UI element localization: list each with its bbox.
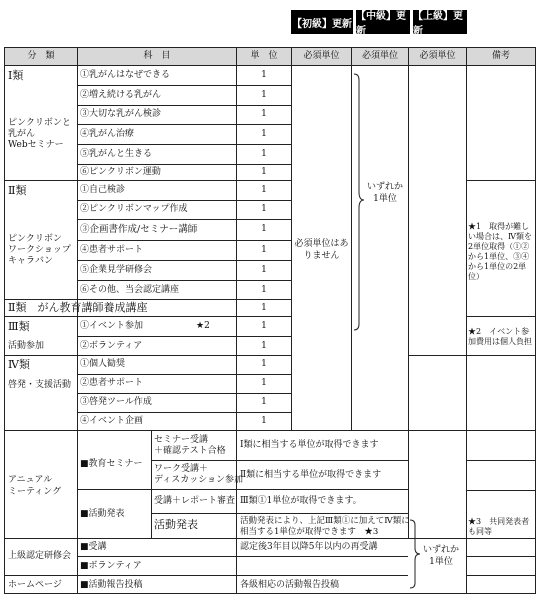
subject-cat2-3: ③企画書作成/セミナー講師 (80, 224, 198, 235)
column-header-category: 分 類 (27, 51, 55, 61)
subject-cat2-2: ②ピンクリボンマップ作成 (80, 204, 188, 214)
advanced-either: いずれか (422, 545, 459, 555)
unit-cat3-1: 1 (261, 321, 267, 331)
category-3-title: Ⅲ類 (8, 320, 30, 333)
column-header-required-advanced: 必須単位 (419, 51, 456, 61)
activity-row4-desc1: 活動発表により、上記Ⅲ類①に加えてⅣ類に (240, 516, 410, 526)
unit-cat4-2: 1 (261, 378, 267, 388)
unit-cat2-6: 1 (261, 285, 267, 295)
unit-cat1-6: 1 (261, 167, 267, 177)
note-3: ★3 共同発表者も同等 (468, 517, 530, 536)
column-header-notes: 備考 (491, 51, 510, 61)
subject-cat2-4: ④患者サポート (80, 245, 144, 255)
subject-cat4-3: ③啓発ツール作成 (80, 397, 152, 407)
activity-row3-desc: Ⅲ類①1単位が取得できます。 (240, 496, 362, 506)
seminar-row1-desc: Ⅰ類に相当する単位が取得できます (240, 440, 379, 450)
intermediate-one-unit: 1単位 (373, 194, 397, 204)
category-2-name-line2: ワークショップ (8, 245, 71, 255)
subject-cat4-1: ①個人勧奨 (80, 359, 126, 369)
unit-cat2-1: 1 (261, 185, 267, 195)
unit-cat2-3: 1 (261, 224, 267, 234)
note-2: ★2 イベント参加費用は個人負担 (468, 327, 532, 346)
advanced-one-unit: 1単位 (429, 557, 453, 567)
column-header-required-intermediate: 必須単位 (361, 51, 398, 61)
subject-cat1-1: ①乳がんはなぜできる (80, 70, 171, 80)
unit-cat4-4: 1 (261, 416, 267, 426)
advanced-training-name: 上級認定研修会 (8, 551, 72, 561)
star2-marker: ★2 (196, 321, 210, 331)
subject-cat4-4: ④イベント企画 (80, 416, 144, 426)
subject-cat1-4: ④乳がん治療 (80, 129, 135, 139)
subject-cat1-2: ②増え続ける乳がん (80, 90, 162, 100)
category-1-name-line3: Webセミナー (8, 140, 64, 150)
unit-cat2b: 1 (261, 303, 267, 313)
unit-cat2-5: 1 (261, 265, 267, 275)
category-2-name-line3: キャラバン (8, 256, 54, 266)
subject-cat4-2: ②患者サポート (80, 378, 144, 388)
category-1-title: Ⅰ類 (8, 69, 24, 82)
unit-cat1-1: 1 (261, 70, 267, 80)
unit-cat2-4: 1 (261, 245, 267, 255)
unit-cat1-3: 1 (261, 109, 267, 119)
category-2-title: Ⅱ類 (8, 184, 27, 197)
category-1-name-line2: 乳がん (8, 129, 36, 139)
unit-cat3-2: 1 (261, 341, 267, 351)
level-basic-header: 【初級】更新 (291, 10, 353, 34)
activity-presentation-label: ■活動発表 (80, 509, 125, 519)
advanced-training-item1: ■受講 (80, 542, 107, 552)
column-header-subject: 科 目 (143, 51, 171, 61)
seminar-row2-desc: Ⅱ類に相当する単位が取得できます (240, 470, 382, 480)
category-2b-title: Ⅱ類 がん教育講師養成講座 (8, 301, 148, 314)
seminar-row2-b: ディスカッション参加 (154, 475, 244, 485)
homepage-desc: 各級相応の活動報告投稿 (240, 580, 340, 590)
column-header-unit: 単 位 (250, 51, 278, 61)
subject-cat1-6: ⑥ピンクリボン運動 (80, 167, 161, 177)
seminar-row1-a: セミナー受講 (154, 435, 209, 445)
level-intermediate-header: 【中級】更新 (356, 10, 410, 34)
category-4-title: Ⅳ類 (8, 358, 30, 371)
category-4-name: 啓発・支援活動 (8, 380, 72, 390)
annual-meeting-line2: ミーティング (8, 487, 62, 497)
seminar-row1-b: ＋確認テスト合格 (154, 446, 226, 456)
subject-cat2-6: ⑥その他、当会認定講座 (80, 285, 180, 295)
subject-cat1-5: ⑤乳がんと生きる (80, 149, 153, 159)
homepage-item: ■活動報告投稿 (80, 580, 143, 590)
unit-cat1-2: 1 (261, 90, 267, 100)
activity-row4-a: 活動発表 (154, 518, 198, 531)
basic-required-none: 必須単位はありません (294, 239, 349, 261)
category-1-name-line1: ピンクリボンと (8, 118, 71, 128)
unit-cat4-1: 1 (261, 359, 267, 369)
unit-cat4-3: 1 (261, 397, 267, 407)
intermediate-either: いずれか (366, 182, 403, 192)
category-2-name-line1: ピンクリボン (8, 234, 62, 244)
subject-cat1-3: ③大切な乳がん検診 (80, 109, 162, 119)
unit-cat1-4: 1 (261, 129, 267, 139)
subject-cat3-2: ②ボランティア (80, 341, 143, 351)
level-advanced-header: 【上級】更新 (413, 10, 467, 34)
note-1: ★1 取得が難しい場合は、Ⅳ類を2単位取得（①②から1単位、③④から1単位の2単位） (468, 222, 532, 281)
annual-meeting-line1: アニュアル (8, 475, 53, 485)
advanced-training-item2: ■ボランティア (80, 561, 142, 571)
unit-cat1-5: 1 (261, 149, 267, 159)
homepage-name: ホームページ (8, 580, 62, 590)
subject-cat3-1: ①イベント参加 (80, 321, 144, 331)
education-seminar-label: ■教育セミナー (80, 459, 143, 469)
subject-cat2-1: ①自己検診 (80, 185, 126, 195)
seminar-row2-a: ワーク受講＋ (154, 464, 209, 474)
unit-cat2-2: 1 (261, 204, 267, 214)
activity-row4-desc2: 相当する1単位が取得できます ★3 (240, 527, 379, 537)
subject-cat2-5: ⑤企業見学研修会 (80, 265, 153, 275)
column-header-required-basic: 必須単位 (303, 51, 340, 61)
advanced-training-item1-desc: 認定後3年目以降5年以内の再受講 (240, 542, 378, 552)
category-3-name: 活動参加 (8, 341, 45, 351)
activity-row3-a: 受講＋レポート審査 (154, 496, 236, 506)
